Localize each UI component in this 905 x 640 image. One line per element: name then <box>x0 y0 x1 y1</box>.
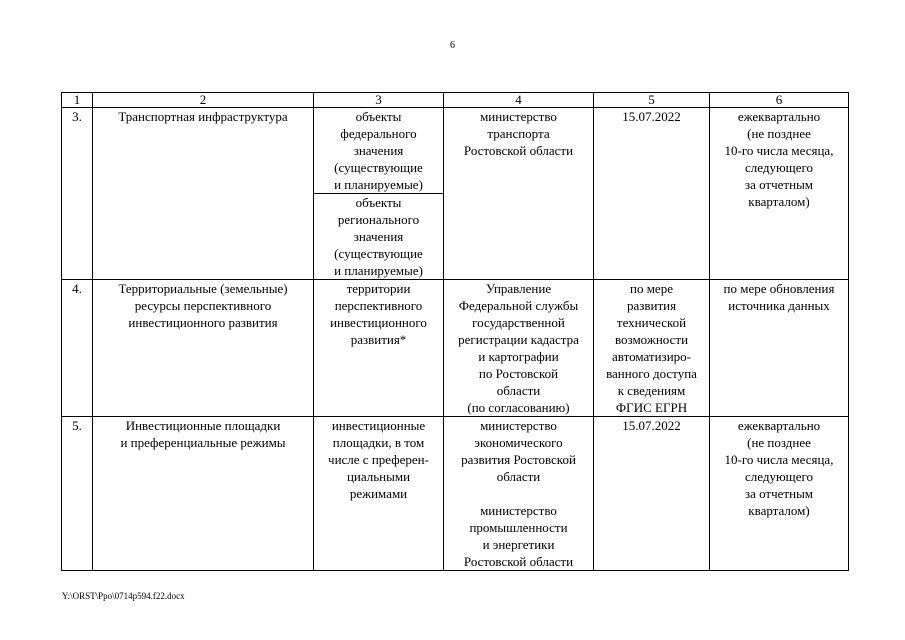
header-cell: 3 <box>314 93 444 108</box>
row-responsible: Управление Федеральной службы государственной регистрации кадастра и картографии по Ростовской области (по согласованию) <box>444 280 594 417</box>
row-name: Инвестиционные площадки и преференциальные режимы <box>93 417 314 571</box>
row-name: Территориальные (земельные) ресурсы перспективного инвестиционного развития <box>93 280 314 417</box>
row-number: 5. <box>62 417 93 571</box>
row-responsible: министерство экономического развития Ростовской области министерство промышленности и энергетики Ростовской области <box>444 417 594 571</box>
row-date: 15.07.2022 <box>594 108 710 280</box>
header-cell: 6 <box>710 93 849 108</box>
row-object: объекты федерального значения (существующие и планируемые) <box>314 108 444 194</box>
row-date: 15.07.2022 <box>594 417 710 571</box>
page-number: 6 <box>450 40 455 51</box>
row-number: 4. <box>62 280 93 417</box>
row-period: по мере обновления источника данных <box>710 280 849 417</box>
row-object: территории перспективного инвестиционного развития* <box>314 280 444 417</box>
table-row <box>62 417 849 571</box>
row-name: Транспортная инфраструктура <box>93 108 314 280</box>
row-object: объекты регионального значения (существующие и планируемые) <box>314 194 444 280</box>
row-period: ежеквартально (не позднее 10-го числа месяца, следующего за отчетным кварталом) <box>710 417 849 571</box>
row-period: ежеквартально (не позднее 10-го числа месяца, следующего за отчетным кварталом) <box>710 108 849 280</box>
file-path-footer: Y:\ORST\Ppo\0714p594.f22.docx <box>62 591 185 601</box>
header-cell: 4 <box>444 93 594 108</box>
header-cell: 5 <box>594 93 710 108</box>
table-row <box>62 280 849 417</box>
row-responsible: министерство транспорта Ростовской области <box>444 108 594 280</box>
header-cell: 1 <box>62 93 93 108</box>
header-cell: 2 <box>93 93 314 108</box>
row-object: инвестиционные площадки, в том числе с преферен- циальными режимами <box>314 417 444 571</box>
table-row <box>62 108 849 194</box>
row-date: по мере развития технической возможности автоматизиро- ванного доступа к сведениям ФГИС ЕГРН <box>594 280 710 417</box>
row-number: 3. <box>62 108 93 280</box>
table-header-row <box>62 93 849 108</box>
data-table <box>61 92 849 571</box>
